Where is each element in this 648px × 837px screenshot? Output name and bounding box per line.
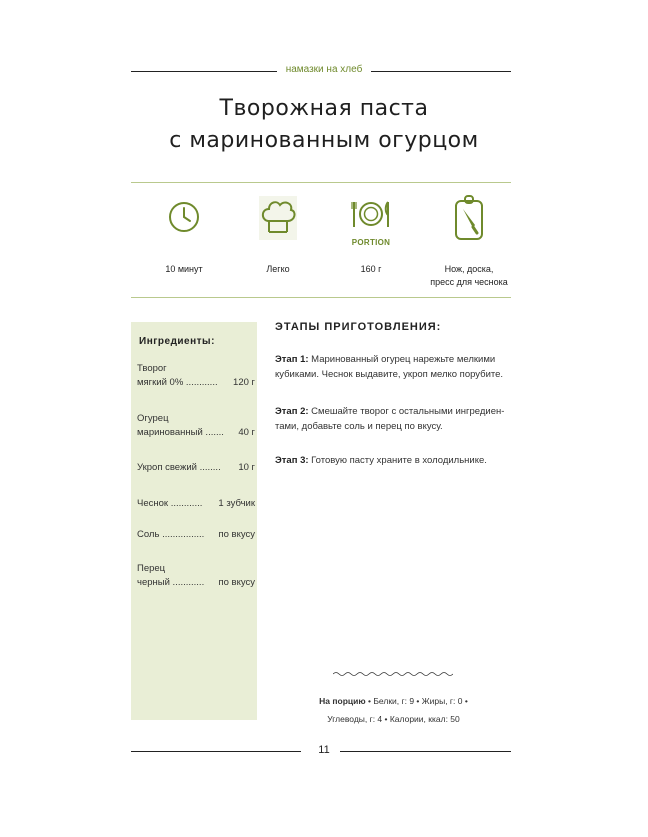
- ingredient-amount: по вкусу: [218, 529, 255, 540]
- ingredient-item: [137, 528, 255, 542]
- ingredient-amount: 1 зубчик: [218, 498, 255, 509]
- tools-label-line2: пресс для чеснока: [430, 277, 508, 287]
- header-rule-right: [371, 71, 511, 72]
- wavy-divider: [333, 670, 453, 678]
- difficulty-label: Легко: [266, 264, 290, 274]
- ingredient-amount: 40 г: [238, 427, 255, 438]
- ingredient-name: маринованный .......: [137, 427, 224, 438]
- clock-icon: [167, 200, 201, 234]
- ingredient-item: [137, 412, 255, 440]
- ingredient-name: черный ............: [137, 577, 205, 588]
- page-number: 11: [318, 744, 330, 756]
- step-label: Этап 3:: [275, 455, 309, 466]
- step-label: Этап 1:: [275, 354, 309, 365]
- ingredient-amount: 10 г: [238, 462, 255, 473]
- ingredient-name: Укроп свежий ........: [137, 462, 221, 473]
- step-label: Этап 2:: [275, 406, 309, 417]
- ingredient-name-line1: Перец: [137, 563, 166, 574]
- nutrition-line1: [276, 692, 511, 710]
- ingredient-name-line1: Творог: [137, 363, 167, 374]
- portion-badge: PORTION: [351, 238, 391, 247]
- plate-fork-knife-icon: [350, 198, 392, 238]
- nutrition-values-1: • Белки, г: 9 • Жиры, г: 0 •: [365, 696, 468, 706]
- recipe-title-line1: Творожная паста: [219, 96, 429, 121]
- ingredient-item: [137, 362, 255, 390]
- step-text-line1: Готовую пасту храните в холодильнике.: [308, 455, 487, 466]
- ingredient-amount: по вкусу: [218, 577, 255, 588]
- ingredient-item: [137, 461, 255, 475]
- step-1: [275, 352, 511, 382]
- ingredients-panel: [131, 322, 257, 720]
- ingredient-name: мягкий 0% ............: [137, 377, 218, 388]
- ingredient-name-line1: Огурец: [137, 413, 169, 424]
- ingredient-name: Чеснок ............: [137, 498, 203, 509]
- tools-label: [404, 263, 534, 289]
- info-bottom-rule: [131, 297, 511, 298]
- recipe-title-line2: с маринованным огурцом: [169, 128, 479, 153]
- step-text-line2: кубиками. Чеснок выдавите, укроп мелко порубите.: [275, 369, 504, 380]
- info-top-rule: [131, 182, 511, 183]
- cutting-board-knife-icon: [453, 195, 485, 241]
- step-3: [275, 453, 511, 468]
- ingredients-title: Ингредиенты:: [139, 336, 215, 347]
- ingredient-name: Соль ................: [137, 529, 205, 540]
- steps-title: ЭТАПЫ ПРИГОТОВЛЕНИЯ:: [275, 321, 442, 333]
- step-2: [275, 404, 511, 434]
- section-label: намазки на хлеб: [285, 64, 363, 75]
- ingredient-item: [137, 497, 255, 511]
- ingredient-item: [137, 562, 255, 590]
- nutrition-per-serving: На порцию: [319, 696, 366, 706]
- portion-label: 160 г: [360, 264, 382, 274]
- nutrition-line2: Углеводы, г: 4 • Калории, ккал: 50: [327, 714, 460, 724]
- ingredient-amount: 120 г: [233, 377, 255, 388]
- footer-rule-right: [340, 751, 511, 752]
- step-text-line1: Маринованный огурец нарежьте мелкими: [308, 354, 496, 365]
- time-label: 10 минут: [165, 264, 203, 274]
- chef-hat-icon: [259, 196, 297, 240]
- step-text-line2: тами, добавьте соль и перец по вкусу.: [275, 421, 443, 432]
- step-text-line1: Смешайте творог с остальными ингредиен-: [308, 406, 505, 417]
- tools-label-line1: Нож, доска,: [444, 264, 494, 274]
